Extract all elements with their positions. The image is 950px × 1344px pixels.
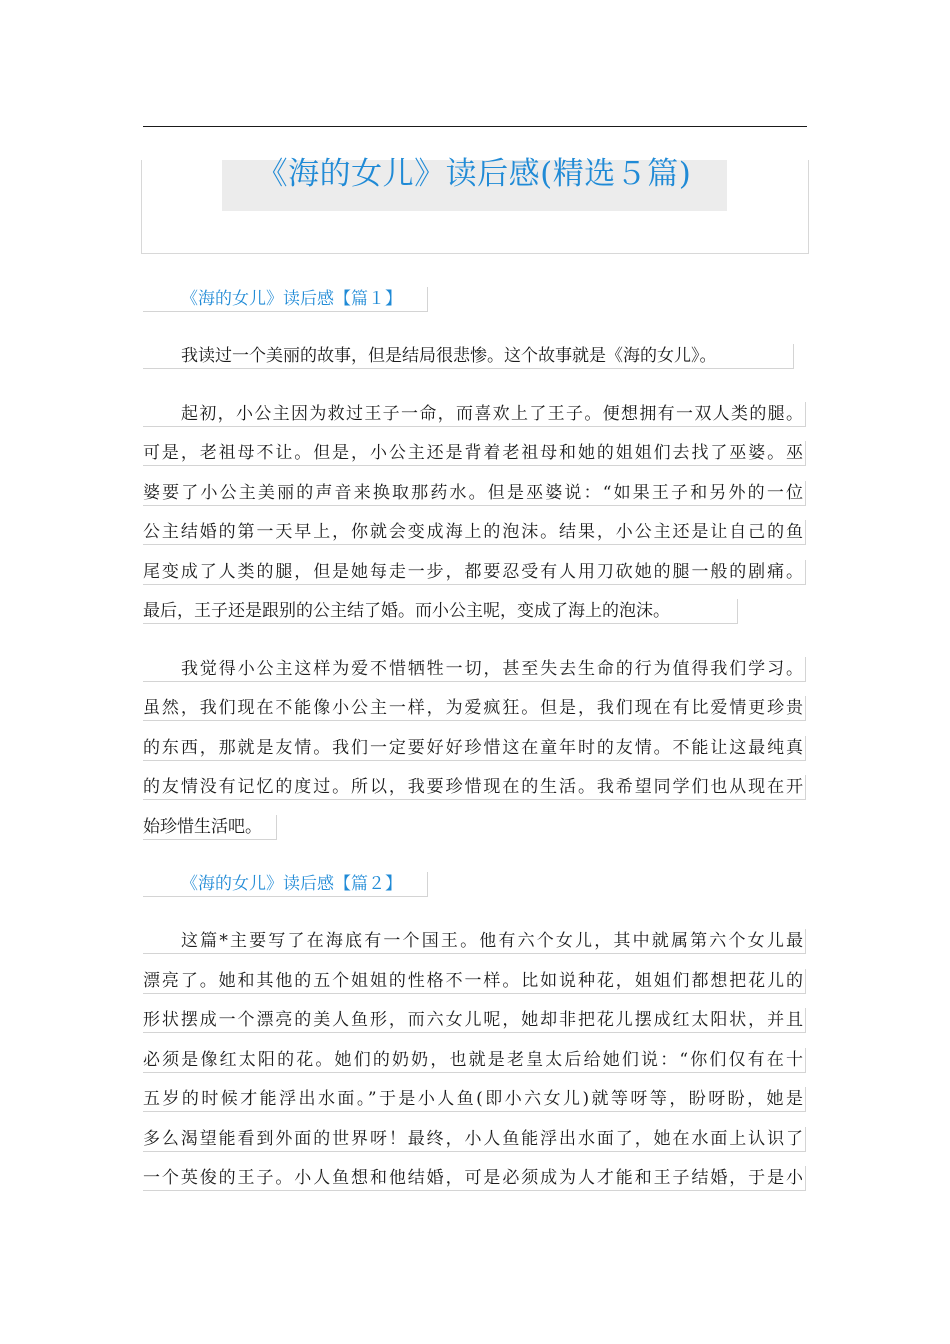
paragraph-line: 的东西，那就是友情。我们一定要好好珍惜这在童年时的友情。不能让这最纯真 <box>143 736 806 761</box>
document-title: 《海的女儿》读后感(精选５篇) <box>256 156 692 192</box>
paragraph-line: 多么渴望能看到外面的世界呀！最终，小人鱼能浮出水面了，她在水面上认识了 <box>143 1127 806 1152</box>
paragraph-line: 我读过一个美丽的故事，但是结局很悲惨。这个故事就是《海的女儿》。 <box>143 344 794 369</box>
paragraph-line: 婆要了小公主美丽的声音来换取那药水。但是巫婆说：“如果王子和另外的一位 <box>143 481 806 506</box>
paragraph-line: 公主结婚的第一天早上，你就会变成海上的泡沫。结果，小公主还是让自己的鱼 <box>143 520 806 545</box>
header-rule <box>143 126 807 127</box>
paragraph-line: 最后，王子还是跟别的公主结了婚。而小公主呢，变成了海上的泡沫。 <box>143 599 738 624</box>
paragraph-line: 漂亮了。她和其他的五个姐姐的性格不一样。比如说种花，姐姐们都想把花儿的 <box>143 969 806 994</box>
paragraph-line: 虽然，我们现在不能像小公主一样，为爱疯狂。但是，我们现在有比爱情更珍贵 <box>143 696 806 721</box>
paragraph-line: 形状摆成一个漂亮的美人鱼形，而六女儿呢，她却非把花儿摆成红太阳状，并且 <box>143 1008 806 1033</box>
paragraph-line: 的友情没有记忆的度过。所以，我要珍惜现在的生活。我希望同学们也从现在开 <box>143 775 806 800</box>
paragraph-line: 必须是像红太阳的花。她们的奶奶，也就是老皇太后给她们说：“你们仅有在十 <box>143 1048 806 1073</box>
paragraph-line: 我觉得小公主这样为爱不惜牺牲一切，甚至失去生命的行为值得我们学习。 <box>143 657 806 682</box>
paragraph-line: 五岁的时候才能浮出水面。”于是小人鱼(即小六女儿)就等呀等，盼呀盼，她是 <box>143 1087 806 1112</box>
section-heading-1: 《海的女儿》读后感【篇１】 <box>143 287 428 312</box>
paragraph-line: 可是，老祖母不让。但是，小公主还是背着老祖母和她的姐姐们去找了巫婆。巫 <box>143 441 806 466</box>
section-heading-2: 《海的女儿》读后感【篇２】 <box>143 872 428 897</box>
paragraph-line: 起初，小公主因为救过王子一命，而喜欢上了王子。便想拥有一双人类的腿。 <box>143 402 806 427</box>
paragraph-line: 一个英俊的王子。小人鱼想和他结婚，可是必须成为人才能和王子结婚，于是小 <box>143 1166 806 1191</box>
paragraph-line: 这篇*主要写了在海底有一个国王。他有六个女儿，其中就属第六个女儿最 <box>143 929 806 954</box>
paragraph-line: 始珍惜生活吧。 <box>143 815 277 840</box>
paragraph-line: 尾变成了人类的腿，但是她每走一步，都要忍受有人用刀砍她的腿一般的剧痛。 <box>143 560 806 585</box>
